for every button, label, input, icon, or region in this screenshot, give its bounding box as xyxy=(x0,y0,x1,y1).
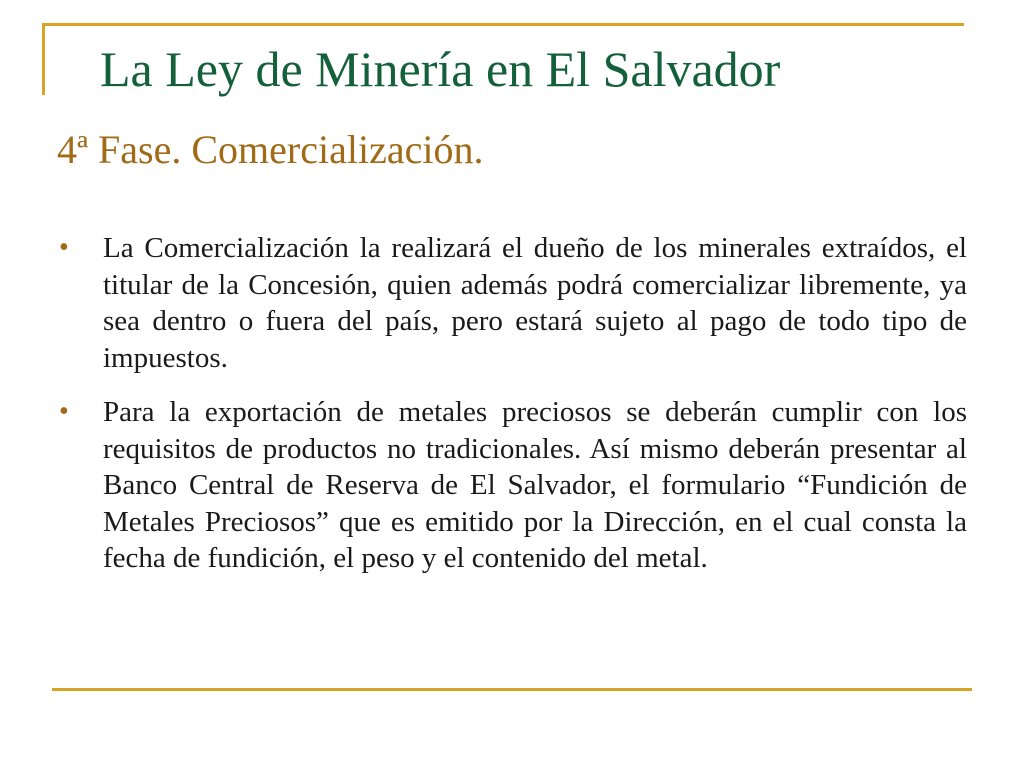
frame-bottom-line xyxy=(52,688,972,691)
bullet-list xyxy=(55,230,967,595)
bullet-marker-icon: • xyxy=(59,396,69,427)
bullet-text: Para la exportación de metales preciosos se deberán cumplir con los requisitos de productos no tradicionales. Así mismo deberán presentar al Banco Central de Reserva de El Salvador, el formulario “Fundición de Metales Preciosos” que es emitido por la Dirección, en el cual consta la fecha de fundición, el peso y el contenido del metal. xyxy=(103,396,967,574)
bullet-item-commercialization xyxy=(55,230,967,376)
frame-top-line xyxy=(42,23,964,26)
bullet-text: La Comercialización la realizará el dueño de los minerales extraídos, el titular de la Concesión, quien además podrá comercializar libremente, ya sea dentro o fuera del país, pero estará sujeto al pago de todo tipo de impuestos. xyxy=(103,232,967,374)
slide-title: La Ley de Minería en El Salvador xyxy=(100,41,781,97)
bullet-marker-icon: • xyxy=(59,232,69,263)
slide-subtitle: 4ª Fase. Comercialización. xyxy=(57,127,484,172)
bullet-item-export xyxy=(55,394,967,577)
frame-left-line xyxy=(42,23,45,95)
